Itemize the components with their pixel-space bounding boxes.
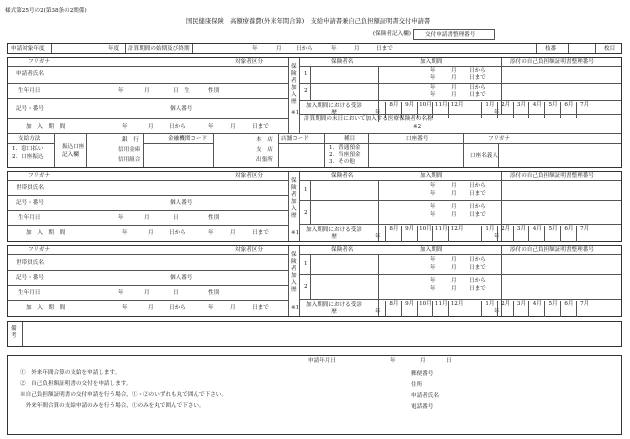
month-cell[interactable]: 6月	[560, 301, 577, 317]
footer-line-1: ① 外来年間合算の支給を申請します。	[20, 370, 121, 376]
form-number: 様式第25号の2(第38条の2関係)	[5, 8, 87, 14]
month-cell[interactable]: 12月	[448, 102, 465, 118]
month-cell[interactable]: 3月	[513, 226, 530, 242]
member-block-2: フリガナ 対象者区分 世帯員氏名 記号・番号 個人番号 生年月日 年 月 日 性別 加 入 期 間 年 月 日から 年 月 日まで 保険者加入歴 ※1 保険者名 加入期間 添付の自己負担額証明書整理番号 1 年 月 日から 年 月 日まで 2 年 月 日から 年 月 日まで 加入期間における受診歴 年 年 8月 9月 10月 11月 12月 1月 2月 3月 4月 5月 6月 7月	[7, 245, 622, 317]
applicant-name-label: 申請者氏名	[16, 71, 44, 77]
month-cell[interactable]: 11月	[432, 226, 449, 242]
month-cell[interactable]: 12月	[448, 226, 465, 242]
month-cell[interactable]: 12月	[448, 301, 465, 317]
month-cell[interactable]: 5月	[544, 102, 561, 118]
month-cell[interactable]: 4月	[528, 102, 545, 118]
header-row: 申請対象年度 年度 計算期間の始期及び終期 年 月 日から 年 月 日まで 枝番 枚目	[7, 43, 622, 54]
insurer-note: (保険者記入欄)	[373, 31, 411, 37]
month-cell[interactable]: 11月	[432, 301, 449, 317]
ledger-number-label: 交付申請書整理番号	[425, 32, 476, 38]
month-cell[interactable]: 7月	[576, 301, 593, 317]
month-cell[interactable]: 1月	[481, 226, 498, 242]
sex-label: 性別	[208, 88, 220, 94]
month-cell[interactable]: 6月	[560, 102, 577, 118]
method-1[interactable]: 1．窓口払い	[12, 146, 44, 152]
footer-box: 申請年月日 年 月 日 ① 外来年間合算の支給を申請します。 ② 自己負担額証明書の交付を申請します。 ※自己負担額証明書の交付申請を行う場合，①・②のいずれも丸で囲んで下さい。 外来年間合算の支給申請のみを行う場合，①のみを丸で囲んで下さい。 郵便番号 住所 申請者氏名 電話番号	[7, 355, 622, 435]
month-cell[interactable]: 9月	[401, 301, 418, 317]
month-cell[interactable]: 5月	[544, 301, 561, 317]
month-cell[interactable]: 7月	[576, 102, 593, 118]
month-cell[interactable]: 8月	[385, 102, 402, 118]
address-label: 住所	[411, 382, 423, 388]
month-cell[interactable]: 5月	[544, 226, 561, 242]
card-label: 記号・番号	[16, 106, 44, 112]
applicant-block: フリガナ 対象者区分 申請者氏名 生年月日 年 月 日 生 性別 記号・番号 個人番号 加 入 期 間 年 月 日から 年 月 日まで 保険者加入歴 ※1 保険者名 加入期間 添付の自己負担額証明書整理番号 1 年 月 日から 年 月 日まで 2 年 月 日から 年 月 日まで 加入期間における受診歴 年 年 8月 9月 10月 11月 12月 1月 2月 3月 4月 5月 6月 7月 計算期間の末日において加入する医療保険者の名称 ※2 支給方法 1．窓口払い 2．口座振込 振込口座 記入欄 銀 行 信用金庫 信用組合 金融機関コード 本 店 支 店 出張所 店舗コード 種目 1．普通預金 2．当座預金 3．その他 口座番号 フリガナ 口座名義人	[7, 57, 622, 168]
postal-label: 郵便番号	[411, 371, 434, 377]
month-cell[interactable]: 8月	[385, 301, 402, 317]
target-year-label: 申請対象年度	[11, 46, 45, 52]
personal-no-label: 個人番号	[170, 106, 193, 112]
sheet-label: 枚目	[604, 46, 616, 52]
month-cell[interactable]: 1月	[481, 301, 498, 317]
month-cell[interactable]: 6月	[560, 226, 577, 242]
month-cell[interactable]: 4月	[528, 226, 545, 242]
year-suffix: 年度	[108, 46, 120, 52]
month-cell[interactable]: 10月	[417, 301, 434, 317]
footer-line-2: ② 自己負担額証明書の交付を申請します。	[20, 381, 132, 387]
join-period-label: 加 入 期 間	[26, 124, 66, 130]
date-label: 申請年月日	[308, 358, 336, 364]
month-cell[interactable]: 7月	[576, 226, 593, 242]
month-cell[interactable]: 10月	[417, 226, 434, 242]
form-title: 国民健康保険 高額療養費(外来年間合算) 支給申請書兼自己負担額証明書交付申請書	[186, 18, 431, 25]
month-cell[interactable]: 3月	[513, 102, 530, 118]
calc-period-label: 計算期間の始期及び終期	[128, 46, 190, 52]
ledger-number-field[interactable]	[413, 29, 495, 40]
member-block-1: フリガナ 対象者区分 世帯員氏名 記号・番号 個人番号 生年月日 年 月 日 性別 加 入 期 間 年 月 日から 年 月 日まで 保険者加入歴 ※1 保険者名 加入期間 添付の自己負担額証明書整理番号 1 年 月 日から 年 月 日まで 2 年 月 日から 年 月 日まで 加入期間における受診歴 年 年 8月 9月 10月 11月 12月 1月 2月 3月 4月 5月 6月 7月	[7, 171, 622, 242]
birth-label: 生年月日	[18, 88, 41, 94]
remarks-label: 備考	[11, 326, 17, 339]
phone-label: 電話番号	[411, 404, 434, 410]
method-2[interactable]: 2．口座振込	[12, 154, 44, 160]
month-cell[interactable]: 11月	[432, 102, 449, 118]
insurer-history-vertical: 保険者加入歴	[291, 64, 297, 105]
month-cell[interactable]: 9月	[401, 226, 418, 242]
month-cell[interactable]: 10月	[417, 102, 434, 118]
month-cell[interactable]: 2月	[497, 102, 514, 118]
month-cell[interactable]: 2月	[497, 226, 514, 242]
month-cell[interactable]: 4月	[528, 301, 545, 317]
month-cell[interactable]: 9月	[401, 102, 418, 118]
month-cell[interactable]: 8月	[385, 226, 402, 242]
branch-label: 枝番	[545, 46, 557, 52]
footer-line-3: ※自己負担額証明書の交付申請を行う場合，①・②のいずれも丸で囲んで下さい。	[20, 392, 227, 398]
applicant-name-footer-label: 申請者氏名	[411, 393, 439, 399]
month-cell[interactable]: 2月	[497, 301, 514, 317]
payment-method-label: 支給方法	[18, 136, 41, 142]
footer-line-4: 外来年間合算の支給申請のみを行う場合，①のみを丸で囲んで下さい。	[20, 403, 205, 409]
month-cell[interactable]: 1月	[481, 102, 498, 118]
remarks-box[interactable]	[7, 321, 622, 347]
month-cell[interactable]: 3月	[513, 301, 530, 317]
